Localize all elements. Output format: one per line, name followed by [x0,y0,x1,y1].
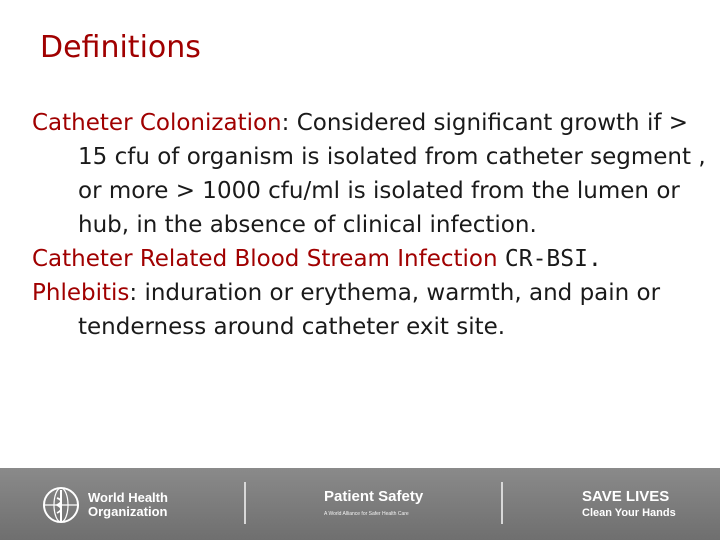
save-lives-block [582,488,676,519]
save-lives-title: SAVE LIVES [582,488,670,505]
footer-divider [244,482,246,524]
definition-term: Catheter Colonization [32,110,282,136]
save-lives-subtitle: Clean Your Hands [582,507,676,519]
definition-text: Considered significant growth if > 15 cfu of organism is isolated from catheter segment , or more > 1000 cfu/ml is isolated from the lumen or hub, in the absence of clinical infection. [78,110,706,238]
who-emblem-icon [40,484,82,526]
definition-colonization [32,106,712,242]
footer-bar [0,468,720,540]
term-separator: : [281,110,297,136]
term-separator [498,246,505,272]
definition-text: CR-BSI. [504,246,602,272]
patient-safety-block [324,488,423,517]
definition-term: Phlebitis [32,280,130,306]
definition-term: Catheter Related Blood Stream Infection [32,246,498,272]
term-separator: : [129,280,145,306]
who-line-1: World Health [88,490,168,505]
slide-title: Definitions [40,30,201,65]
footer-divider [501,482,503,524]
who-logo [40,484,168,526]
definition-text: induration or erythema, warmth, and pain or tenderness around catheter exit site. [78,280,661,340]
who-name [88,491,168,519]
definition-phlebitis [32,276,712,344]
patient-safety-title: Patient Safety [324,488,424,505]
definitions-list [32,106,712,344]
definition-crbsi [32,242,712,276]
patient-safety-subtitle: A World Alliance for Safer Health Care [324,511,409,517]
who-line-2: Organization [88,504,168,519]
